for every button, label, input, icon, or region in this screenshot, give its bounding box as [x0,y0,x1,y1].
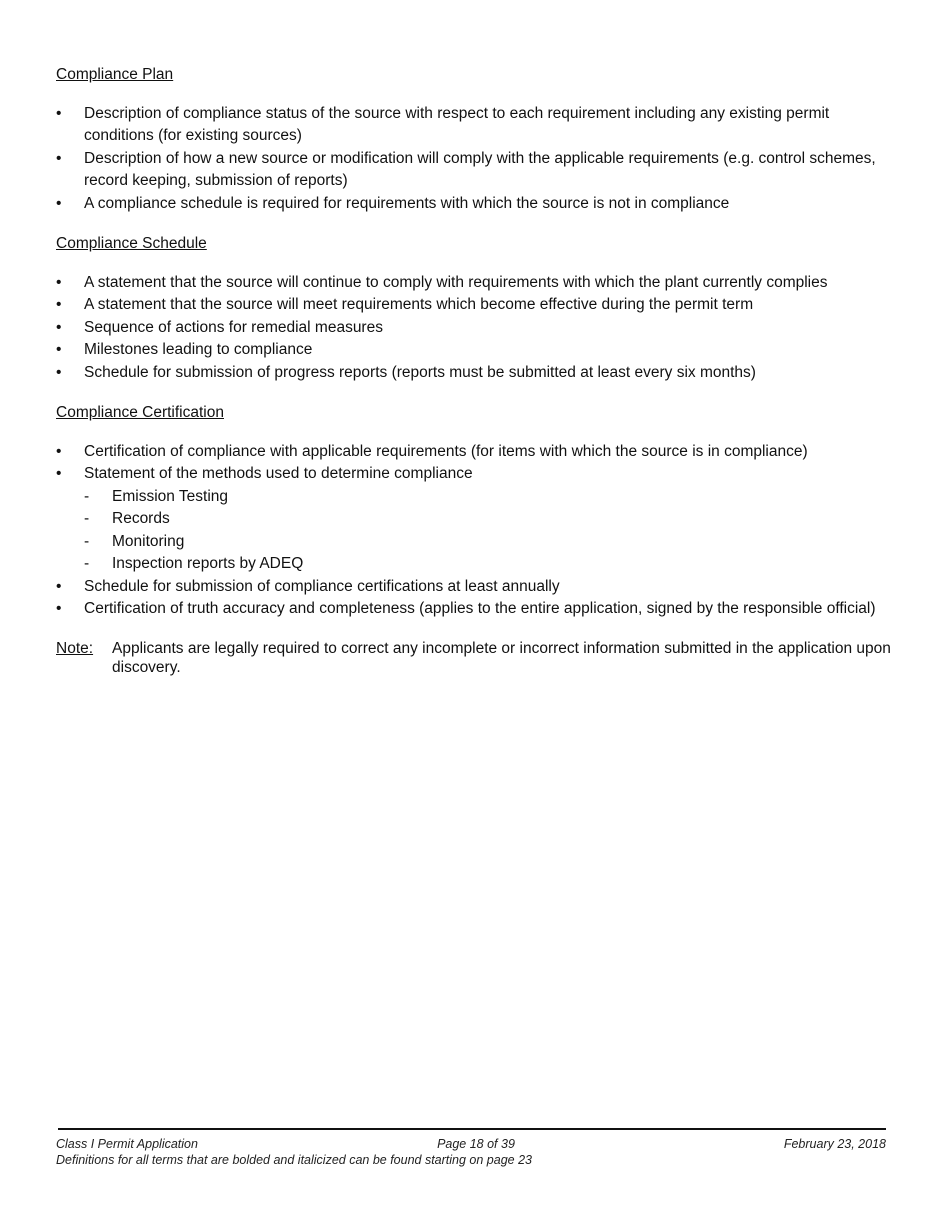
dash-icon: - [84,510,90,527]
footer-page-number: Page 18 of 39 [437,1137,515,1151]
list-item-text: Sequence of actions for remedial measures [84,318,383,336]
document-body [56,64,896,677]
bullet-icon: • [56,341,62,358]
list-item [56,576,896,599]
list-item [56,339,896,362]
sub-list-item [84,553,896,576]
list-item [56,317,896,340]
dash-icon: - [84,555,90,572]
list-item [56,294,896,317]
section-heading-compliance-schedule: Compliance Schedule [56,235,207,252]
list-item-text: Milestones leading to compliance [84,341,313,358]
bullet-icon: • [56,577,62,595]
sub-list-item-text: Records [112,510,170,527]
bullet-icon: • [56,194,62,212]
list-item-text: Certification of truth accuracy and completeness (applies to the entire application, signed by the responsible official) [84,600,876,617]
compliance-certification-list [56,441,896,621]
list-item-text: A statement that the source will meet requirements which become effective during the permit term [84,296,754,313]
bullet-icon: • [56,363,62,381]
sub-list-item-text: Emission Testing [112,487,229,505]
list-item-text: Description of compliance status of the source with respect to each requirement including any existing permit conditions (for existing sources) [84,104,830,144]
bullet-icon: • [56,600,62,617]
list-item-text: A statement that the source will continue to comply with requirements with which the plant currently complies [84,273,828,291]
bullet-icon: • [56,465,62,482]
bullet-icon: • [56,149,62,167]
footer-date: February 23, 2018 [783,1137,886,1151]
list-item [56,272,896,295]
bullet-icon: • [56,296,62,313]
dash-icon: - [84,487,90,505]
list-item-text: Statement of the methods used to determine compliance [84,465,473,482]
list-item-text: Schedule for submission of progress reports (reports must be submitted at least every six months) [84,363,756,381]
footer-definitions-note: Definitions for all terms that are bolded and italicized can be found starting on page 23 [56,1153,532,1167]
note-text: Applicants are legally required to correct any incomplete or incorrect information submitted in the application upon discovery. [112,639,891,676]
note-label: Note: [56,639,94,657]
compliance-schedule-list [56,272,896,385]
list-item [56,441,896,464]
sub-list-item [84,508,896,531]
list-item [56,193,896,216]
bullet-icon: • [56,273,62,291]
bullet-icon: • [56,318,62,336]
footer-document-title: Class I Permit Application [56,1137,198,1151]
sub-list-item [84,531,896,554]
list-item [56,103,896,148]
list-item [56,598,896,621]
note [56,639,896,677]
list-item-text: Description of how a new source or modification will comply with the applicable requirements (e.g. control schemes, record keeping, submission of reports) [84,149,876,189]
compliance-methods-list [84,486,896,576]
bullet-icon: • [56,442,62,460]
list-item [56,463,896,576]
list-item-text: Schedule for submission of compliance certifications at least annually [84,577,560,595]
footer-divider [58,1128,886,1130]
list-item [56,148,896,193]
list-item [56,362,896,385]
footer-row [56,1136,886,1152]
section-heading-compliance-certification: Compliance Certification [56,404,224,421]
section-heading-compliance-plan: Compliance Plan [56,66,174,83]
sub-list-item-text: Monitoring [112,532,185,550]
sub-list-item-text: Inspection reports by ADEQ [112,555,304,572]
dash-icon: - [84,532,90,550]
compliance-plan-list [56,103,896,216]
list-item-text: Certification of compliance with applicable requirements (for items with which the source is in compliance) [84,442,808,460]
sub-list-item [84,486,896,509]
page-footer [56,1136,886,1168]
list-item-text: A compliance schedule is required for requirements with which the source is not in compliance [84,194,730,212]
bullet-icon: • [56,104,62,122]
